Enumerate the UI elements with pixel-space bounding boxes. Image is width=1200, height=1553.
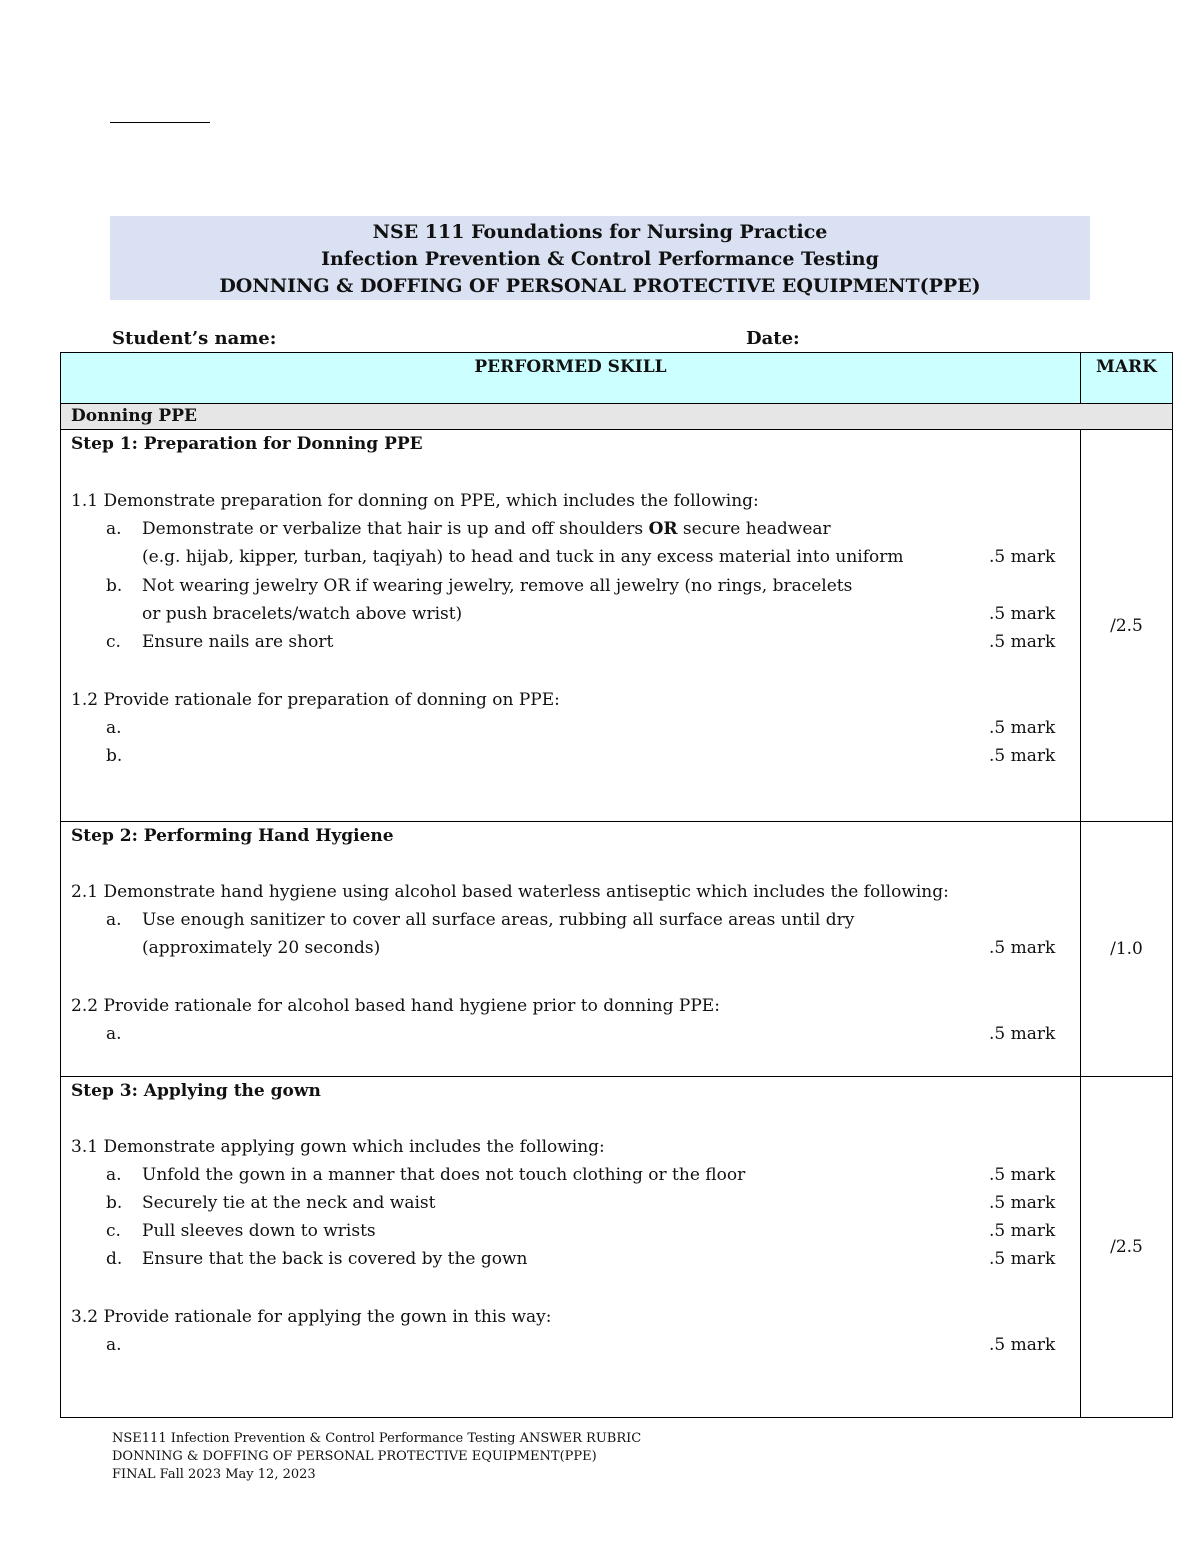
footer-line: NSE111 Infection Prevention & Control Performance Testing ANSWER RUBRIC bbox=[112, 1431, 642, 1446]
step1-item-a-line1: Demonstrate or verbalize that hair is up and off shoulders OR secure headwear bbox=[142, 519, 831, 539]
step3-demo: 3.1 Demonstrate applying gown which includes the following: bbox=[71, 1137, 605, 1157]
step3-item-d: Ensure that the back is covered by the gown bbox=[142, 1249, 528, 1269]
course-title: NSE 111 Foundations for Nursing Practice bbox=[372, 221, 828, 243]
student-name-label: Student’s name: bbox=[112, 328, 277, 349]
table-header-row bbox=[61, 353, 1173, 404]
col-mark: MARK bbox=[1081, 353, 1173, 404]
item-letter: a. bbox=[106, 1024, 122, 1044]
step-row bbox=[61, 822, 1173, 1077]
item-letter: a. bbox=[106, 519, 122, 539]
step1-demo: 1.1 Demonstrate preparation for donning on PPE, which includes the following: bbox=[71, 491, 759, 511]
mark-value: .5 mark bbox=[989, 718, 1056, 738]
step1-rationale: 1.2 Provide rationale for preparation of donning on PPE: bbox=[71, 690, 560, 710]
step3-item-a: Unfold the gown in a manner that does not touch clothing or the floor bbox=[142, 1165, 746, 1185]
topic-title: DONNING & DOFFING OF PERSONAL PROTECTIVE EQUIPMENT(PPE) bbox=[219, 275, 981, 297]
step2-title: Step 2: Performing Hand Hygiene bbox=[71, 826, 394, 846]
section-donning-ppe: Donning PPE bbox=[61, 404, 1173, 430]
mark-value: .5 mark bbox=[989, 746, 1056, 766]
step3-item-b: Securely tie at the neck and waist bbox=[142, 1193, 436, 1213]
step2-cell bbox=[61, 822, 1081, 1077]
date-label: Date: bbox=[746, 328, 800, 349]
step2-total-mark: /1.0 bbox=[1081, 822, 1173, 1077]
step3-title: Step 3: Applying the gown bbox=[71, 1081, 321, 1101]
item-letter: b. bbox=[106, 746, 123, 766]
footer-line: DONNING & DOFFING OF PERSONAL PROTECTIVE EQUIPMENT(PPE) bbox=[112, 1449, 597, 1464]
item-letter: a. bbox=[106, 1335, 122, 1355]
col-performed-skill: PERFORMED SKILL bbox=[61, 353, 1081, 404]
step1-item-a-line2: (e.g. hijab, kipper, turban, taqiyah) to head and tuck in any excess material into uniform bbox=[142, 547, 904, 567]
step1-item-b-line1: Not wearing jewelry OR if wearing jewelry, remove all jewelry (no rings, bracelets bbox=[142, 576, 853, 596]
step1-title: Step 1: Preparation for Donning PPE bbox=[71, 434, 423, 454]
step1-item-c-line1: Ensure nails are short bbox=[142, 632, 334, 652]
item-letter: a. bbox=[106, 910, 122, 930]
step3-item-c: Pull sleeves down to wrists bbox=[142, 1221, 376, 1241]
step3-total-mark: /2.5 bbox=[1081, 1077, 1173, 1418]
mark-value: .5 mark bbox=[989, 1335, 1056, 1355]
item-letter: d. bbox=[106, 1249, 123, 1269]
step1-item-b-line2: or push bracelets/watch above wrist) bbox=[142, 604, 463, 624]
mark-value: .5 mark bbox=[989, 604, 1056, 624]
step2-item-a-line1: Use enough sanitizer to cover all surface areas, rubbing all surface areas until dry bbox=[142, 910, 855, 930]
item-letter: a. bbox=[106, 1165, 122, 1185]
item-letter: a. bbox=[106, 718, 122, 738]
rubric-table bbox=[60, 352, 1173, 1418]
item-letter: c. bbox=[106, 1221, 121, 1241]
step2-demo: 2.1 Demonstrate hand hygiene using alcohol based waterless antiseptic which includes the following: bbox=[71, 882, 949, 902]
mark-value: .5 mark bbox=[989, 632, 1056, 652]
step2-rationale: 2.2 Provide rationale for alcohol based hand hygiene prior to donning PPE: bbox=[71, 996, 720, 1016]
mark-value: .5 mark bbox=[989, 1193, 1056, 1213]
step3-cell bbox=[61, 1077, 1081, 1418]
step3-rationale: 3.2 Provide rationale for applying the gown in this way: bbox=[71, 1307, 552, 1327]
page-footer bbox=[112, 1430, 641, 1484]
title-banner bbox=[110, 216, 1090, 300]
item-letter: c. bbox=[106, 632, 121, 652]
step1-total-mark: /2.5 bbox=[1081, 430, 1173, 822]
footer-line: FINAL Fall 2023 May 12, 2023 bbox=[112, 1467, 316, 1482]
mark-value: .5 mark bbox=[989, 1165, 1056, 1185]
step2-item-a-line2: (approximately 20 seconds) bbox=[142, 938, 381, 958]
step1-cell bbox=[61, 430, 1081, 822]
mark-value: .5 mark bbox=[989, 1249, 1056, 1269]
section-row bbox=[61, 404, 1173, 430]
step-row bbox=[61, 430, 1173, 822]
mark-value: .5 mark bbox=[989, 938, 1056, 958]
item-letter: b. bbox=[106, 1193, 123, 1213]
mark-value: .5 mark bbox=[989, 1221, 1056, 1241]
step-row bbox=[61, 1077, 1173, 1418]
test-title: Infection Prevention & Control Performance Testing bbox=[321, 248, 879, 270]
item-letter: b. bbox=[106, 576, 123, 596]
top-rule bbox=[110, 122, 210, 123]
mark-value: .5 mark bbox=[989, 547, 1056, 567]
mark-value: .5 mark bbox=[989, 1024, 1056, 1044]
